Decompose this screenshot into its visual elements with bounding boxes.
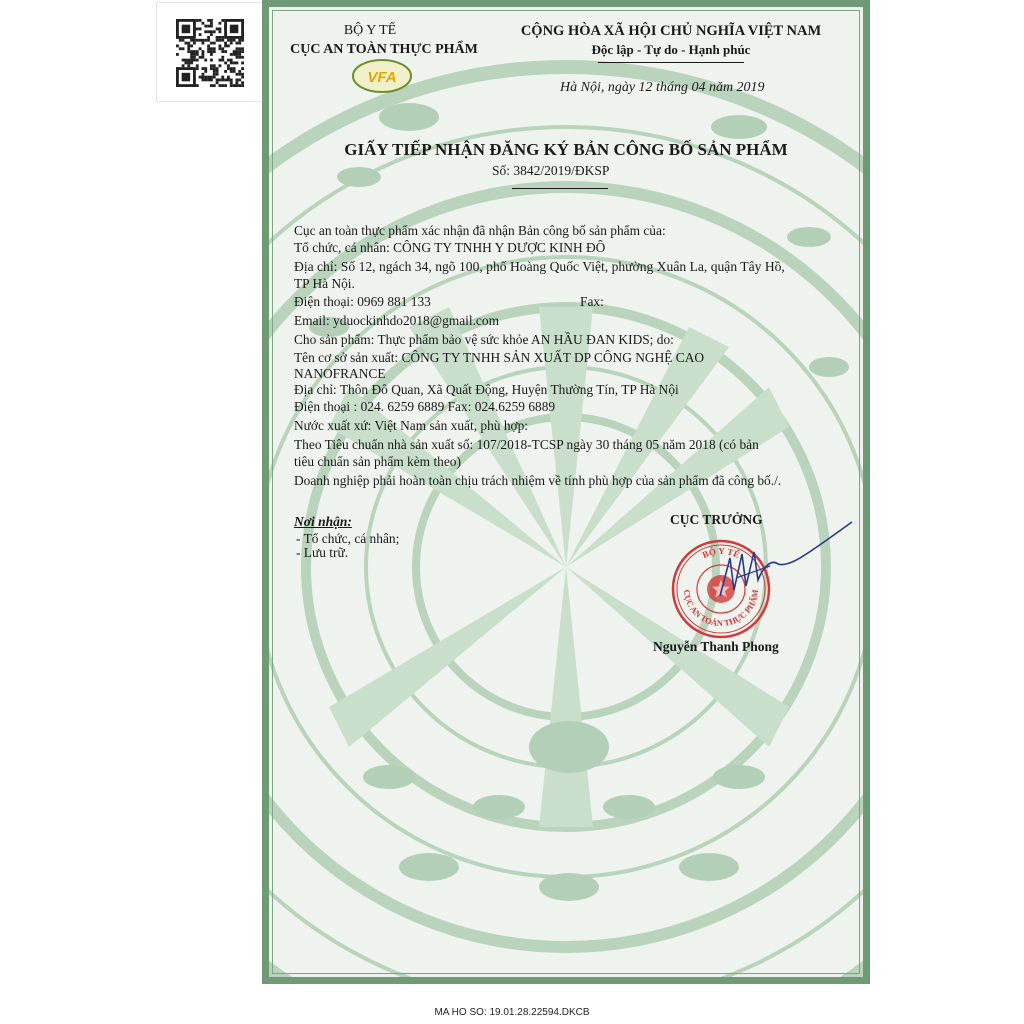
date-line: Hà Nội, ngày 12 tháng 04 năm 2019: [560, 80, 765, 95]
body-line-6: Email: yduockinhdo2018@gmail.com: [294, 313, 499, 328]
recipients-title: Nơi nhận:: [294, 514, 352, 529]
body-line-5: Điện thoại: 0969 881 133: [294, 294, 431, 309]
fax-label: Fax:: [580, 294, 604, 309]
body-line-15: Doanh nghiệp phải hoàn toàn chịu trách nhiệm về tính phù hợp của sản phẩm đã công bố./.: [294, 473, 782, 488]
svg-text:VFA: VFA: [367, 69, 397, 86]
body-line-9: NANOFRANCE: [294, 366, 386, 381]
body-line-3: Địa chỉ: Số 12, ngách 34, ngõ 100, phố Hoàng Quốc Việt, phường Xuân La, quận Tây Hồ,: [294, 259, 785, 274]
file-code: MA HO SO: 19.01.28.22594.DKCB: [434, 1007, 590, 1018]
recipient-item-1: - Tổ chức, cá nhân;: [296, 531, 400, 546]
signer-name: Nguyễn Thanh Phong: [653, 639, 779, 654]
number-underline: [512, 188, 608, 189]
qr-code-box: [156, 2, 264, 102]
qr-code-icon: [174, 19, 246, 87]
body-line-7: Cho sản phẩm: Thực phẩm bảo vệ sức khỏe AN HẦU ĐAN KIDS; do:: [294, 332, 674, 347]
svg-text:CỤC AN TOÀN THỰC PHẨM: CỤC AN TOÀN THỰC PHẨM: [681, 588, 761, 629]
body-line-1: Cục an toàn thực phẩm xác nhận đã nhận Bản công bố sản phẩm của:: [294, 223, 666, 238]
body-line-13: Theo Tiêu chuẩn nhà sản xuất số: 107/2018-TCSP ngày 30 tháng 05 năm 2018 (có bản: [294, 437, 759, 452]
body-line-2: Tổ chức, cá nhân: CÔNG TY TNHH Y DƯỢC KINH ĐÔ: [294, 240, 606, 255]
document-number: Số: 3842/2019/ĐKSP: [492, 163, 610, 178]
document-title: GIẤY TIẾP NHẬN ĐĂNG KÝ BẢN CÔNG BỐ SẢN PHẨM: [344, 140, 788, 159]
body-line-4: TP Hà Nội.: [294, 276, 355, 291]
signer-title: CỤC TRƯỞNG: [670, 512, 763, 527]
republic-name: CỘNG HÒA XÃ HỘI CHỦ NGHĨA VIỆT NAM: [520, 23, 822, 39]
vfa-logo-icon: [351, 58, 413, 94]
svg-text:BỘ Y TẾ: BỘ Y TẾ: [700, 545, 742, 561]
motto-underline: [598, 62, 744, 63]
agency-name: CỤC AN TOÀN THỰC PHẨM: [290, 42, 478, 57]
body-line-14: tiêu chuẩn sản phẩm kèm theo): [294, 454, 461, 469]
signature: [700, 518, 860, 608]
recipient-item-2: - Lưu trữ.: [296, 545, 349, 560]
body-line-11: Điện thoại : 024. 6259 6889 Fax: 024.6259 6889: [294, 399, 556, 414]
body-line-10: Địa chỉ: Thôn Đô Quan, Xã Quất Động, Huyện Thường Tín, TP Hà Nội: [294, 382, 679, 397]
body-line-8: Tên cơ sở sản xuất: CÔNG TY TNHH SẢN XUẤT DP CÔNG NGHỆ CAO: [294, 350, 705, 365]
body-line-12: Nước xuất xứ: Việt Nam sản xuất, phù hợp:: [294, 418, 529, 433]
ministry-name: BỘ Y TẾ: [343, 23, 397, 38]
motto: Độc lập - Tự do - Hạnh phúc: [591, 42, 751, 57]
